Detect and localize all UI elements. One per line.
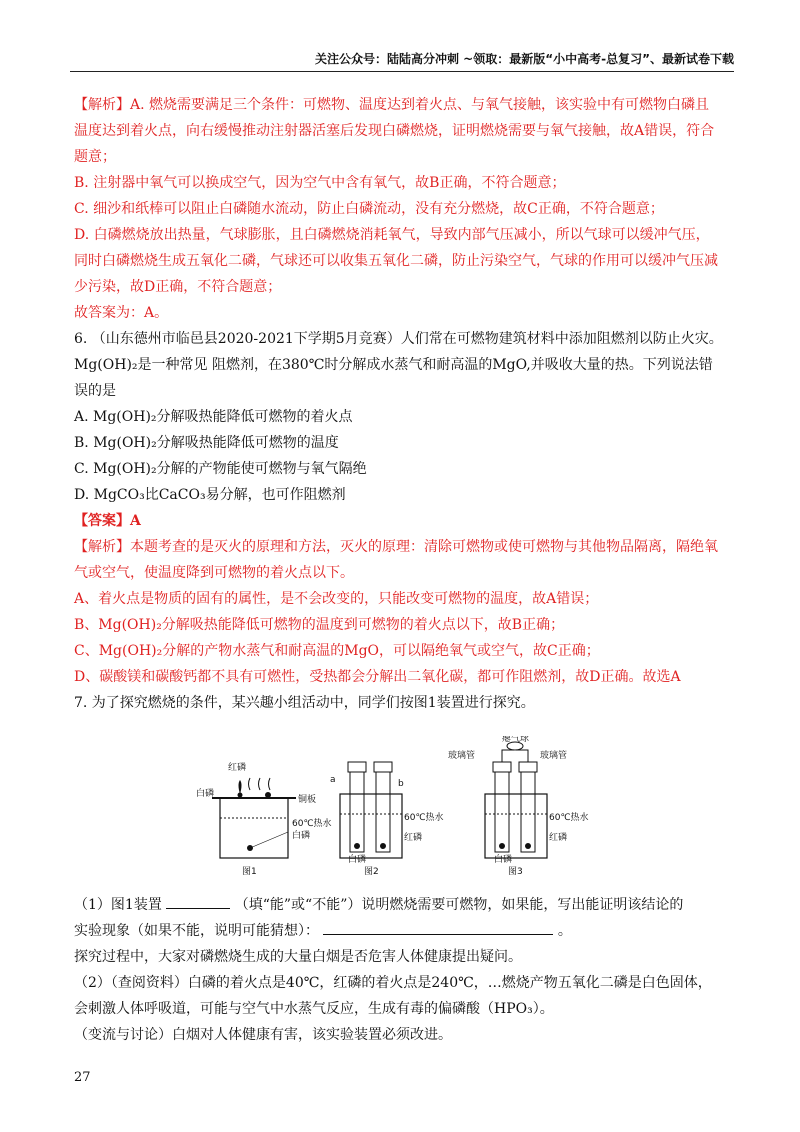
page-header: 关注公众号：陆陆高分冲刺 ~领取：最新版“小中高考-总复习”、最新试卷下载 <box>315 52 734 66</box>
q6-stem-line-2: Mg(OH)₂是一种常见 阻燃剂，在380℃时分解成水蒸气和耐高温的MgO,并吸收大量的热。下列说法错 <box>74 357 713 373</box>
fig2-b-label: b <box>398 779 404 789</box>
q7-sub1-blank-2[interactable] <box>323 922 553 935</box>
fig1-white-p-bottom-label: 白磷 <box>292 831 311 841</box>
q5-analysis-line-4: B. 注射器中氧气可以换成空气，因为空气中含有氧气，故B正确，不符合题意； <box>74 175 566 191</box>
q7-process: 探究过程中，大家对磷燃烧生成的大量白烟是否危害人体健康提出疑问。 <box>74 949 522 965</box>
q5-analysis-line-8: 少污染，故D正确，不符合题意； <box>74 279 282 295</box>
q6-answer: 【答案】A <box>74 513 141 529</box>
figure-1 <box>196 761 332 877</box>
q7-sub2-line-2: 会刺激人体呼吸道，可能与空气中水蒸气反应，生成有毒的偏磷酸（HPO₃）。 <box>74 1001 554 1017</box>
apparatus-figure <box>190 736 590 886</box>
q7-sub1-line-2 <box>74 922 734 941</box>
q6-analysis-line-1: 【解析】本题考查的是灭火的原理和方法，灭火的原理：清除可燃物或使可燃物与其他物品隔离，隔绝氧 <box>74 539 718 555</box>
fig1-copper-label: 铜板 <box>298 795 317 805</box>
fig1-hot-water-label: 60℃热水 <box>292 819 332 829</box>
q5-analysis-line-2: 温度达到着火点，向右缓慢推动注射器活塞后发现白磷燃烧，证明燃烧需要与氧气接触，故A错误，符合 <box>74 123 715 139</box>
fig1-caption: 图1 <box>242 867 257 877</box>
fig3-hot-water-label: 60℃热水 <box>549 813 589 823</box>
q7-discussion: （变流与讨论）白烟对人体健康有害，该实验装置必须改进。 <box>74 1027 452 1043</box>
fig2-white-p-label: 白磷 <box>348 855 367 865</box>
q7-sub2-line-1: （2）（查阅资料）白磷的着火点是40℃，红磷的着火点是240℃，…燃烧产物五氧化二磷是白色固体， <box>74 975 712 991</box>
q7-sub1-blank-1[interactable] <box>166 896 230 909</box>
q6-stem-line-3: 误的是 <box>74 383 116 399</box>
q5-analysis-line-1: 【解析】A. 燃烧需要满足三个条件：可燃物、温度达到着火点、与氧气接触，该实验中有可燃物白磷且 <box>74 97 710 113</box>
q6-analysis-b: B、Mg(OH)₂分解吸热能降低可燃物的温度到可燃物的着火点以下，故B正确； <box>74 617 565 633</box>
q7-sub1-end: 。 <box>557 923 572 939</box>
fig3-white-p-label: 白磷 <box>494 855 513 865</box>
q6-analysis-d: D、碳酸镁和碳酸钙都不具有可燃性，受热都会分解出二氧化碳，都可作阻燃剂，故D正确。故选A <box>74 669 681 685</box>
fig2-caption: 图2 <box>364 867 379 877</box>
q7-stem: 7. 为了探究燃烧的条件，某兴趣小组活动中，同学们按图1装置进行探究。 <box>74 695 535 711</box>
q5-analysis-line-5: C. 细沙和纸棒可以阻止白磷随水流动，防止白磷流动，没有充分燃烧，故C正确，不符合题意； <box>74 201 664 217</box>
q5-answer: 故答案为：A。 <box>74 305 169 321</box>
fig3-caption: 图3 <box>508 867 523 877</box>
q6-analysis-a: A、着火点是物质的固有的属性，是不会改变的，只能改变可燃物的温度，故A错误； <box>74 591 599 607</box>
fig3-tube-left-label: 玻璃管 <box>448 751 476 761</box>
q6-option-b: B. Mg(OH)₂分解吸热能降低可燃物的温度 <box>74 435 339 451</box>
fig3-tube-right-label: 玻璃管 <box>540 751 568 761</box>
q6-option-a: A. Mg(OH)₂分解吸热能降低可燃物的着火点 <box>74 409 353 425</box>
fig1-red-p-label: 红磷 <box>228 763 247 773</box>
q6-stem-line-1: 6. （山东德州市临邑县2020-2021下学期5月竞赛）人们常在可燃物建筑材料中添加阻燃剂以防止火灾。 <box>74 331 723 347</box>
q7-sub1-middle: （填“能”或“不能”）说明燃烧需要可燃物，如果能，写出能证明该结论的 <box>234 897 684 913</box>
q6-analysis-c: C、Mg(OH)₂分解的产物水蒸气和耐高温的MgO，可以隔绝氧气或空气，故C正确； <box>74 643 600 659</box>
q5-analysis-line-3: 题意； <box>74 149 116 165</box>
figure-2 <box>330 762 444 877</box>
fig2-a-label: a <box>330 775 336 785</box>
q6-analysis-line-2: 气或空气，使温度降到可燃物的着火点以下。 <box>74 565 354 581</box>
fig3-balloon-label: 瘪气球 <box>502 736 530 744</box>
figure-3 <box>448 736 589 877</box>
q5-analysis-line-7: 同时白磷燃烧生成五氧化二磷，气球还可以收集五氧化二磷，防止污染空气，气球的作用可以缓冲气压减 <box>74 253 718 269</box>
q6-option-d: D. MgCO₃比CaCO₃易分解，也可作阻燃剂 <box>74 487 346 503</box>
fig2-red-p-label: 红磷 <box>404 833 423 843</box>
fig1-white-p-label: 白磷 <box>196 789 215 799</box>
header-divider <box>70 71 734 72</box>
page-number: 27 <box>74 1070 91 1085</box>
q6-option-c: C. Mg(OH)₂分解的产物能使可燃物与氧气隔绝 <box>74 461 367 477</box>
q7-sub1-phenomenon-prompt: 实验现象（如果不能，说明可能猜想）： <box>74 923 319 939</box>
q5-analysis-line-6: D. 白磷燃烧放出热量，气球膨胀，且白磷燃烧消耗氧气，导致内部气压减小，所以气球可以缓冲气压， <box>74 227 710 243</box>
q7-sub1-prefix: （1）图1装置 <box>74 897 162 913</box>
fig2-hot-water-label: 60℃热水 <box>404 813 444 823</box>
q7-sub1-line-1 <box>74 896 734 915</box>
fig3-red-p-label: 红磷 <box>549 833 568 843</box>
